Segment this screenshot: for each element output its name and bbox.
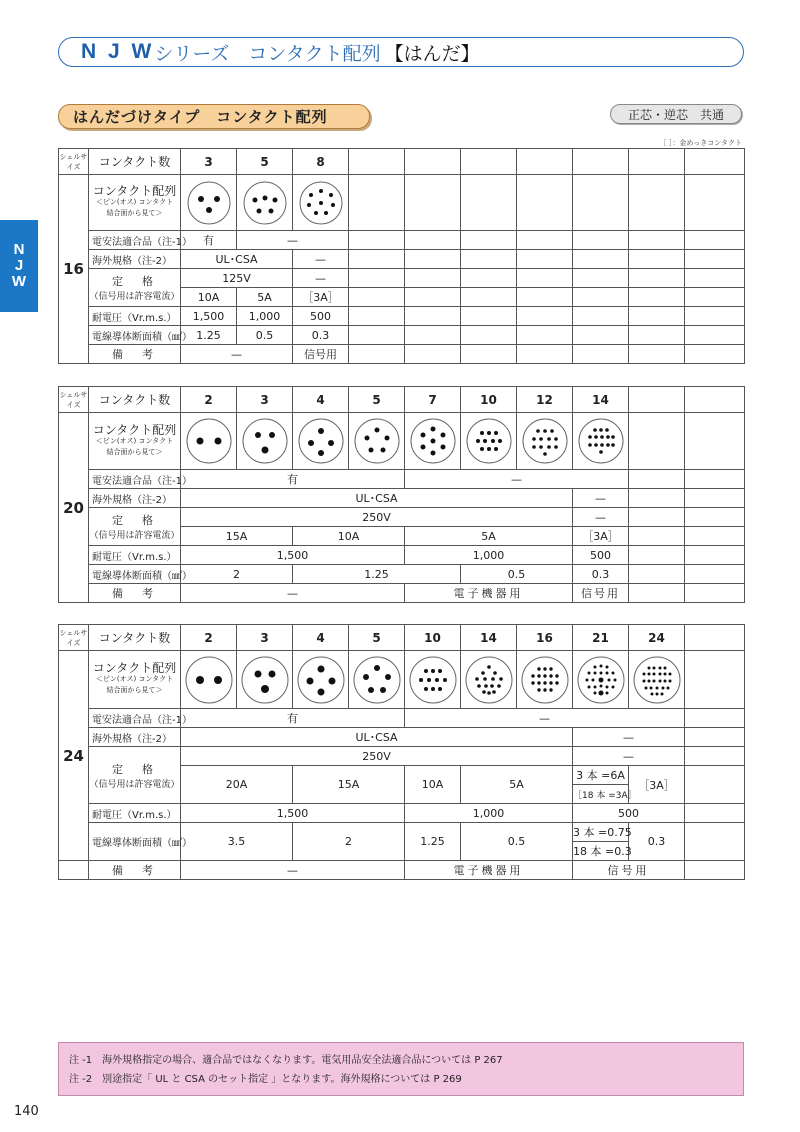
overseas-value: — — [293, 250, 349, 269]
wire-value: 3.5 — [181, 823, 293, 861]
rating-sub: （信号用は許容電流） — [89, 292, 180, 302]
arrangement-label — [89, 175, 181, 231]
contact-count: 3 — [237, 387, 293, 413]
arrangement-label — [89, 651, 181, 709]
series-name: N J W — [81, 40, 155, 63]
wire-value: 0.5 — [461, 823, 573, 861]
shell-size-header: シェルサイズ — [59, 625, 89, 651]
contact-diagram-21pin — [573, 651, 629, 709]
contacts-header: コンタクト数 — [89, 625, 181, 651]
wire-value: 2 — [293, 823, 405, 861]
pse-value: — — [237, 231, 349, 250]
contact-diagram-8pin — [293, 175, 349, 231]
wire-value: 2 — [181, 565, 293, 584]
contact-count: 10 — [461, 387, 517, 413]
wire-value: 1.25 — [405, 823, 461, 861]
contact-count: 10 — [405, 625, 461, 651]
contact-diagram-5pin — [349, 413, 405, 470]
footnote-1: 注 -1 海外規格指定の場合、適合品ではなくなります。電気用品安全法適合品については P 267 — [69, 1055, 503, 1066]
contact-diagram-16pin — [517, 651, 573, 709]
arrangement-sub: 結合面から見て＞ — [106, 209, 163, 217]
rating-voltage: 250V — [181, 508, 573, 527]
contact-count: 5 — [349, 625, 405, 651]
overseas-label: 海外規格（注-2） — [89, 728, 181, 747]
voltage-value: 500 — [573, 546, 629, 565]
rating-sub: （信号用は許容電流） — [89, 531, 180, 541]
shell-size: 20 — [59, 413, 89, 603]
remarks-label: 備 考 — [89, 345, 181, 364]
contact-diagram-5pin — [237, 175, 293, 231]
remarks-value: — — [181, 861, 405, 880]
voltage-label: 耐電圧（Vr.m.s.） — [89, 804, 181, 823]
arrangement-label — [89, 413, 181, 470]
overseas-label: 海外規格（注-2） — [89, 489, 181, 508]
spec-table-24 — [58, 624, 745, 880]
contact-count: 12 — [517, 387, 573, 413]
wire-label: 電線導体断面積（㎟） — [89, 823, 181, 861]
footnote-2: 注 -2 別途指定「 UL と CSA のセット指定 」となります。海外規格については P 269 — [69, 1074, 462, 1085]
remarks-value: 信号用 — [573, 584, 629, 603]
side-tab-letter: J — [14, 257, 24, 274]
rating-label — [89, 747, 181, 804]
rating-current: ［3A］ — [293, 288, 349, 307]
spec-table-20 — [58, 386, 745, 603]
contact-diagram-3pin — [237, 651, 293, 709]
contact-diagram-14pin — [573, 413, 629, 470]
rating-voltage: — — [573, 747, 685, 766]
footnote-box — [58, 1042, 744, 1096]
arrangement-sub: ＜ピン(オス) コンタクト — [95, 198, 174, 206]
wire-value: 1.25 — [293, 565, 461, 584]
remarks-value: 電子機器用 — [405, 584, 573, 603]
contact-diagram-2pin — [181, 651, 237, 709]
wire-label: 電線導体断面積（㎟） — [89, 326, 181, 345]
rating-label — [89, 269, 181, 307]
contact-diagram-14pin — [461, 651, 517, 709]
arrangement-sub: 結合面から見て＞ — [106, 447, 163, 456]
contact-diagram-5pin — [349, 651, 405, 709]
pse-value: 有 — [181, 470, 405, 489]
rating-current: 15A — [181, 527, 293, 546]
contacts-header: コンタクト数 — [89, 387, 181, 413]
contact-diagram-4pin — [293, 651, 349, 709]
contact-diagram-3pin — [181, 175, 237, 231]
section-badge: 正芯・逆芯 共通 — [610, 104, 742, 124]
wire-value: 3 本 =0.75 — [573, 823, 629, 842]
voltage-label: 耐電圧（Vr.m.s.） — [89, 307, 181, 326]
pse-value: 有 — [181, 709, 405, 728]
title-text: シリーズ コンタクト配列 — [154, 42, 381, 65]
contact-count: 14 — [461, 625, 517, 651]
voltage-label: 耐電圧（Vr.m.s.） — [89, 546, 181, 565]
contacts-header: コンタクト数 — [89, 149, 181, 175]
pse-label: 電安法適合品（注-1） — [89, 231, 181, 250]
arrangement-sub: ＜ピン(オス) コンタクト — [95, 436, 174, 445]
voltage-value: 500 — [293, 307, 349, 326]
voltage-value: 500 — [573, 804, 685, 823]
contact-diagram-12pin — [517, 413, 573, 470]
shell-size: 24 — [59, 651, 89, 861]
contact-diagram-7pin — [405, 413, 461, 470]
pse-label: 電安法適合品（注-1） — [89, 709, 181, 728]
contact-count: 14 — [573, 387, 629, 413]
side-index-tab — [0, 220, 38, 312]
pse-value: — — [405, 709, 685, 728]
overseas-value: — — [573, 728, 685, 747]
overseas-value: — — [573, 489, 629, 508]
rating-label — [89, 508, 181, 546]
overseas-value: UL･CSA — [181, 250, 293, 269]
contact-count: 24 — [629, 625, 685, 651]
rating-current: 3 本 =6A — [573, 766, 629, 785]
side-tab-letter: N — [13, 241, 25, 258]
voltage-value: 1,500 — [181, 804, 405, 823]
contact-diagram-4pin — [293, 413, 349, 470]
wire-value: 0.5 — [461, 565, 573, 584]
contact-count: 8 — [293, 149, 349, 175]
rating-voltage: 250V — [181, 747, 573, 766]
wire-value: 0.5 — [237, 326, 293, 345]
remarks-value: — — [181, 345, 293, 364]
arrangement-sub: 結合面から見て＞ — [106, 686, 163, 694]
rating-title: 定 格 — [112, 762, 157, 776]
rating-title: 定 格 — [112, 514, 157, 527]
pse-value: 有 — [181, 231, 237, 250]
contact-count: 3 — [181, 149, 237, 175]
contact-count: 16 — [517, 625, 573, 651]
rating-voltage: — — [293, 269, 349, 288]
rating-current: 5A — [461, 766, 573, 804]
contact-diagram-24pin — [629, 651, 685, 709]
contact-diagram-3pin — [237, 413, 293, 470]
rating-current: 10A — [293, 527, 405, 546]
contact-count: 2 — [181, 625, 237, 651]
remarks-label: 備 考 — [89, 584, 181, 603]
wire-value: 0.3 — [573, 565, 629, 584]
contact-diagram-2pin — [181, 413, 237, 470]
contact-count: 5 — [349, 387, 405, 413]
rating-current: ［18 本 =3A］ — [573, 785, 629, 804]
voltage-value: 1,000 — [405, 546, 573, 565]
contact-count: 7 — [405, 387, 461, 413]
title-bracket: 【はんだ】 — [384, 42, 480, 65]
arrangement-title: コンタクト配列 — [92, 184, 177, 198]
rating-current: 15A — [293, 766, 405, 804]
rating-voltage: 125V — [181, 269, 293, 288]
arrangement-sub: ＜ピン(オス) コンタクト — [95, 675, 174, 683]
voltage-value: 1,500 — [181, 307, 237, 326]
remarks-value: — — [181, 584, 405, 603]
contact-count: 5 — [237, 149, 293, 175]
overseas-value: UL･CSA — [181, 489, 573, 508]
wire-label: 電線導体断面積（㎟） — [89, 565, 181, 584]
contact-count: 2 — [181, 387, 237, 413]
contact-count: 4 — [293, 387, 349, 413]
rating-voltage: — — [573, 508, 629, 527]
arrangement-title: コンタクト配列 — [92, 661, 177, 675]
shell-size-header: シェルサイズ — [59, 149, 89, 175]
pse-value: — — [405, 470, 629, 489]
shell-size-header: シェルサイズ — [59, 387, 89, 413]
remarks-value: 信号用 — [293, 345, 349, 364]
shell-size: 16 — [59, 175, 89, 364]
wire-value: 18 本 =0.3 — [573, 842, 629, 861]
contact-diagram-10pin — [461, 413, 517, 470]
wire-value: 1.25 — [181, 326, 237, 345]
voltage-value: 1,000 — [237, 307, 293, 326]
remarks-label: 備 考 — [89, 861, 181, 880]
arrangement-title: コンタクト配列 — [92, 422, 177, 437]
rating-current: ［3A］ — [629, 766, 685, 804]
wire-value: 0.3 — [629, 823, 685, 861]
rating-current: 20A — [181, 766, 293, 804]
contact-diagram-10pin — [405, 651, 461, 709]
rating-sub: （信号用は許容電流） — [89, 779, 180, 790]
contact-count: 4 — [293, 625, 349, 651]
contact-count: 3 — [237, 625, 293, 651]
voltage-value: 1,500 — [181, 546, 405, 565]
remarks-value: 信号用 — [573, 861, 685, 880]
remarks-value: 電子機器用 — [405, 861, 573, 880]
overseas-value: UL･CSA — [181, 728, 573, 747]
contact-count: 21 — [573, 625, 629, 651]
wire-value: 0.3 — [293, 326, 349, 345]
spec-table-16 — [58, 148, 745, 364]
rating-current: 5A — [237, 288, 293, 307]
rating-current: 5A — [405, 527, 573, 546]
side-tab-letter: W — [11, 273, 27, 290]
overseas-label: 海外規格（注-2） — [89, 250, 181, 269]
voltage-value: 1,000 — [405, 804, 573, 823]
rating-current: ［3A］ — [573, 527, 629, 546]
bracket-note: ［ ］：金めっきコンタクト — [659, 139, 742, 147]
pse-label: 電安法適合品（注-1） — [89, 470, 181, 489]
rating-current: 10A — [405, 766, 461, 804]
page-number: 140 — [14, 1104, 39, 1119]
page-title — [58, 37, 744, 67]
rating-title: 定 格 — [112, 275, 157, 288]
rating-current: 10A — [181, 288, 237, 307]
section-title: はんだづけタイプ コンタクト配列 — [58, 104, 370, 129]
